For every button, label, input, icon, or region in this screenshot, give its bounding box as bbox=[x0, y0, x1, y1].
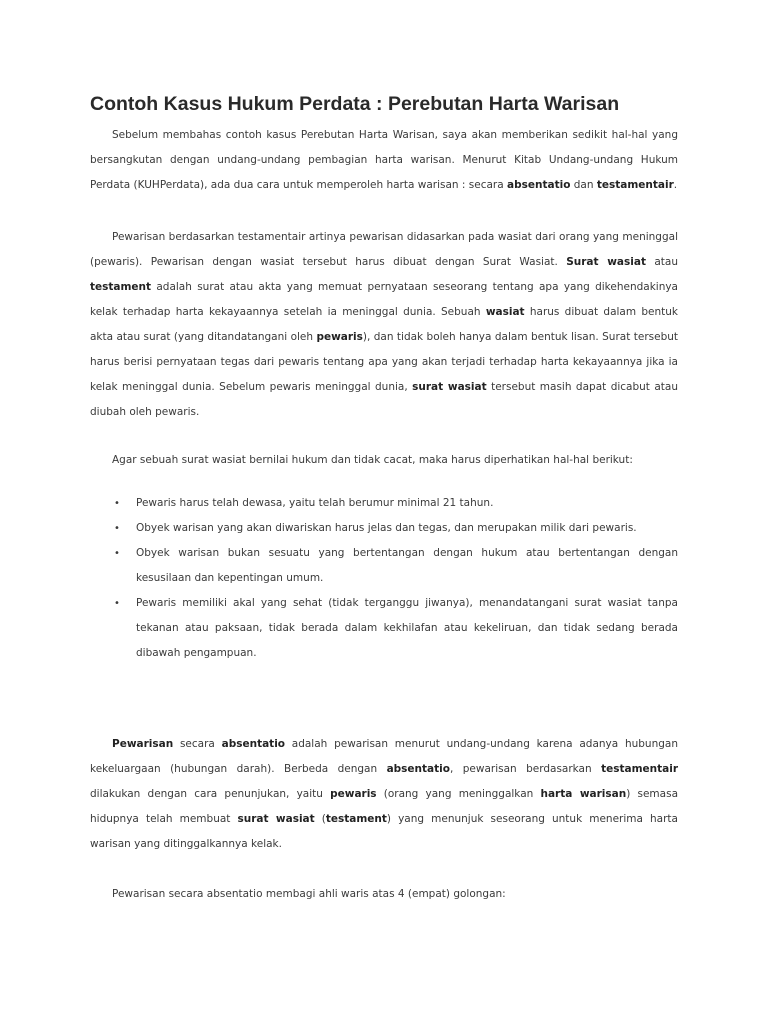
paragraph-absentatio: Pewarisan secara absentatio adalah pewarisan menurut undang-undang karena adanya hubungan kekeluargaan (hubungan darah). Berbeda dengan absentatio, pewarisan berdasarkan testamentair dilakukan dengan cara penunjukan, yaitu pewaris (orang yang meninggalkan harta warisan) semasa hidupnya telah membuat surat wasiat (testament) yang menunjuk seseorang untuk menerima harta warisan yang ditinggalkannya kelak. bbox=[90, 738, 679, 850]
list-item-text: Pewaris harus telah dewasa, yaitu telah berumur minimal 21 tahun. bbox=[136, 497, 494, 509]
bullet-icon: • bbox=[114, 598, 120, 609]
bold-term: surat wasiat bbox=[237, 813, 315, 825]
bold-term: wasiat bbox=[485, 306, 525, 318]
list-item-text: Pewaris memiliki akal yang sehat (tidak terganggu jiwanya), menandatangani surat wasiat tanpa tekanan atau paksaan, tidak berada dalam kekhilafan atau kekeliruan, dan tidak sedang berada dibawah pengampuan. bbox=[136, 597, 678, 659]
bold-term: testamentair bbox=[601, 763, 678, 775]
bold-term: Surat wasiat bbox=[566, 256, 646, 268]
bold-term: absentatio bbox=[386, 763, 450, 775]
paragraph-golongan: Pewarisan secara absentatio membagi ahli waris atas 4 (empat) golongan: bbox=[112, 888, 506, 900]
bold-term: testament bbox=[325, 813, 387, 825]
bullet-icon: • bbox=[114, 548, 120, 559]
bold-term: harta warisan bbox=[540, 788, 627, 800]
list-item-text: Obyek warisan yang akan diwariskan harus jelas dan tegas, dan merupakan milik dari pewaris. bbox=[136, 522, 637, 534]
bold-term: absentatio bbox=[507, 179, 571, 191]
bold-term: pewaris bbox=[330, 788, 377, 800]
document-title: Contoh Kasus Hukum Perdata : Perebutan Harta Warisan bbox=[90, 93, 620, 115]
requirements-list bbox=[90, 491, 678, 666]
bold-term: surat wasiat bbox=[412, 381, 487, 393]
list-item bbox=[90, 491, 678, 516]
bold-term: pewaris bbox=[316, 331, 363, 343]
bullet-icon: • bbox=[114, 523, 120, 534]
bullet-icon: • bbox=[114, 498, 120, 509]
bold-term: Pewarisan bbox=[112, 738, 174, 750]
bold-term: testamentair bbox=[596, 179, 674, 191]
paragraph-intro: Sebelum membahas contoh kasus Perebutan Harta Warisan, saya akan memberikan sedikit hal-hal yang bersangkutan dengan undang-undang pembagian harta warisan. Menurut Kitab Undang-undang Hukum Perdata (KUHPerdata), ada dua cara untuk memperoleh harta warisan : secara absentatio dan testamentair. bbox=[90, 129, 678, 191]
list-item bbox=[90, 516, 678, 541]
bold-term: testament bbox=[90, 281, 152, 293]
bold-term: absentatio bbox=[221, 738, 286, 750]
paragraph-testamentair: Pewarisan berdasarkan testamentair artinya pewarisan didasarkan pada wasiat dari orang yang meninggal (pewaris). Pewarisan dengan wasiat tersebut harus dibuat dengan Surat Wasiat. Surat wasiat atau testament adalah surat atau akta yang memuat pernyataan seseorang tentang apa yang dikehendakinya kelak terhadap harta kekayaannya setelah ia meninggal dunia. Sebuah wasiat harus dibuat dalam bentuk akta atau surat (yang ditandatangani oleh pewaris), dan tidak boleh hanya dalam bentuk lisan. Surat tersebut harus berisi pernyataan tegas dari pewaris tentang apa yang akan terjadi terhadap harta kekayaannya jika ia kelak meninggal dunia. Sebelum pewaris meninggal dunia, surat wasiat tersebut masih dapat dicabut atau diubah oleh pewaris. bbox=[90, 231, 679, 418]
list-item bbox=[90, 541, 678, 591]
paragraph-requirements-intro: Agar sebuah surat wasiat bernilai hukum dan tidak cacat, maka harus diperhatikan hal-hal berikut: bbox=[112, 454, 633, 466]
list-item-text: Obyek warisan bukan sesuatu yang bertentangan dengan hukum atau bertentangan dengan kesusilaan dan kepentingan umum. bbox=[136, 547, 678, 584]
list-item bbox=[90, 591, 678, 666]
